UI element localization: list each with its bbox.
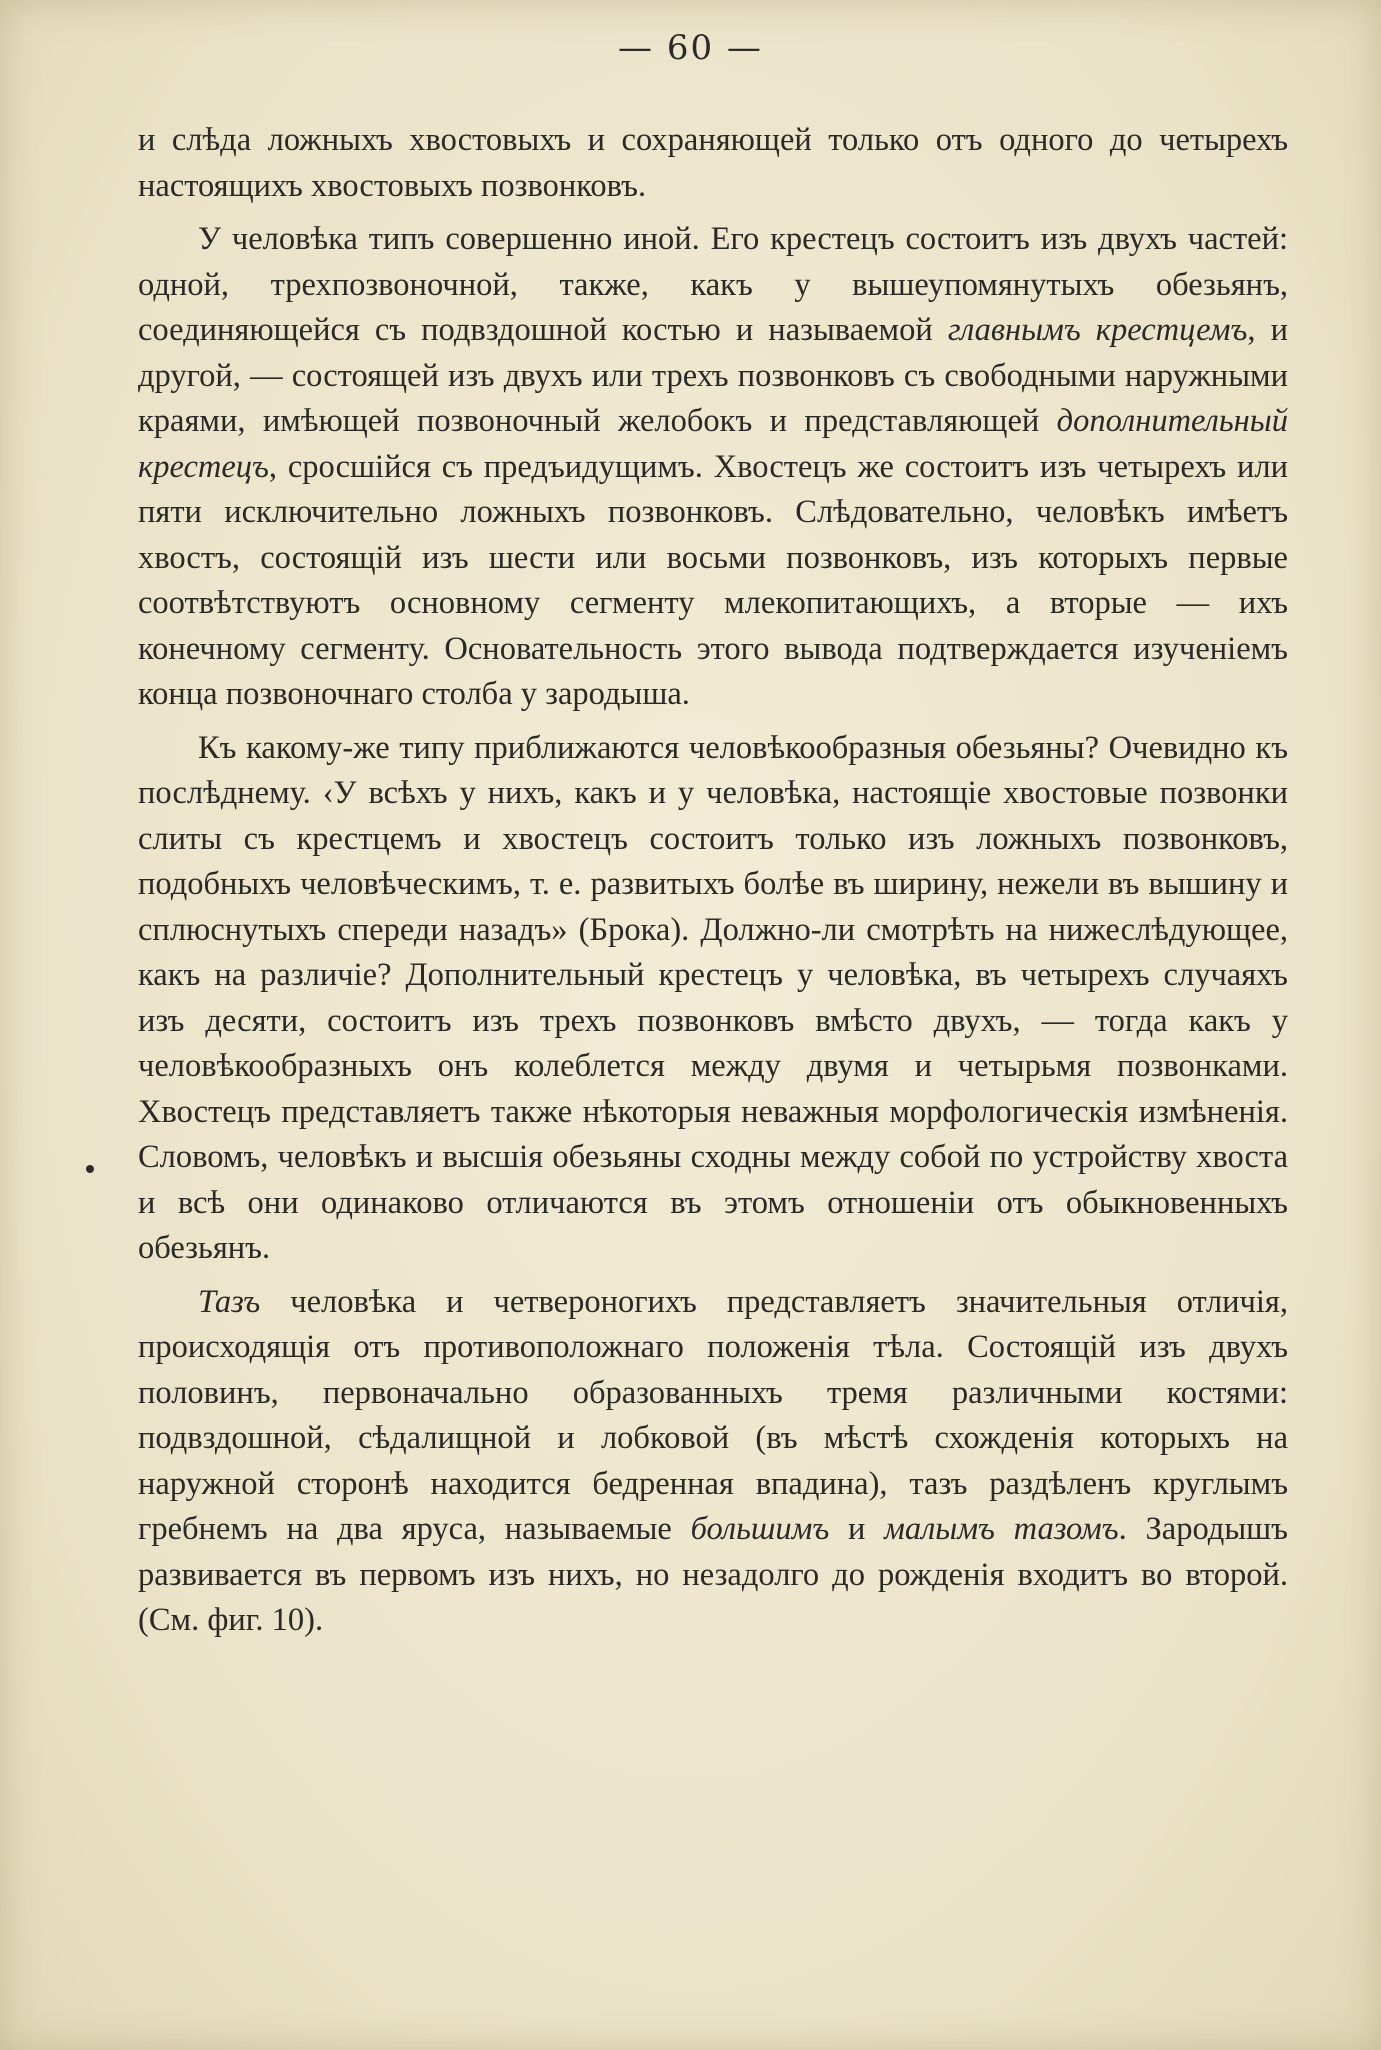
text-run: и [829, 1511, 885, 1547]
text-run: , и другой, — состоящей изъ двухъ или трехъ позвонковъ съ свободными наружными краями, имѣющей позвоночный желобокъ и представляющей [138, 312, 1288, 439]
print-speck [86, 1165, 94, 1173]
italic-term: большимъ [690, 1511, 830, 1547]
text-run: человѣка и четвероногихъ представляетъ значительныя отличія, происходящія отъ противоположнаго положенія тѣла. Состоящій изъ двухъ половинъ, первоначально образованныхъ тремя различными костями: подвздошной, сѣдалищной и лобковой (въ мѣстѣ схожденія которыхъ на наружной сторонѣ находится бедренная впадина), тазъ раздѣленъ круглымъ гребнемъ на два яруса, называемые [138, 1283, 1288, 1547]
italic-term: главнымъ крестцемъ [947, 312, 1248, 348]
text-run: У человѣка типъ совершенно иной. Его крестецъ состоитъ изъ двухъ частей: одной, трехпозвоночной, также, какъ у вышеупомянутыхъ обезьянъ, соединяющейся съ подвздошной костью и называемой [138, 221, 1288, 348]
text-run: и слѣда ложныхъ хвостовыхъ и сохраняющей только отъ одного до четырехъ настоящихъ хвостовыхъ позвонковъ. [138, 122, 1288, 204]
paragraph-anthropoid-apes [138, 726, 1288, 1272]
text-run: , сросшійся съ предъидущимъ. Хвостецъ же состоитъ изъ четырехъ или пяти исключительно ложныхъ позвонковъ. Слѣдовательно, человѣкъ имѣетъ хвостъ, состоящій изъ шести или восьми позвонковъ, изъ которыхъ первые соотвѣтствуютъ основному сегменту млекопитающихъ, а вторые — ихъ конечному сегменту. Основательность этого вывода подтверждается изученіемъ конца позвоночнаго столба у зародыша. [138, 448, 1288, 712]
body-text [138, 118, 1288, 1652]
paragraph-human-sacrum [138, 217, 1288, 718]
page-number: — 60 — [618, 28, 763, 68]
italic-term: малымъ тазомъ [884, 1511, 1119, 1547]
italic-term: Тазъ [198, 1283, 261, 1320]
italic-term: дополнительный крестецъ [138, 403, 1288, 485]
text-run: . Зародышъ развивается въ первомъ изъ нихъ, но незадолго до рожденія входитъ во второй. (См. фиг. 10). [138, 1511, 1288, 1638]
paragraph-pelvis [138, 1280, 1288, 1644]
paragraph-continuation [138, 118, 1288, 209]
text-run: Къ какому-же типу приближаются человѣкообразныя обезьяны? Очевидно къ послѣднему. ‹У всѣхъ у нихъ, какъ и у человѣка, настоящіе хвостовые позвонки слиты съ крестцемъ и хвостецъ состоитъ только изъ ложныхъ позвонковъ, подобныхъ человѣческимъ, т. е. развитыхъ болѣе въ ширину, нежели въ вышину и сплюснутыхъ спереди назадъ» (Брока). Должно-ли смотрѣть на нижеслѣдующее, какъ на различіе? Дополнительный крестецъ у человѣка, въ четырехъ случаяхъ изъ десяти, состоитъ изъ трехъ позвонковъ вмѣсто двухъ, — тогда какъ у человѣкообразныхъ онъ колеблется между двумя и четырьмя позвонками. Хвостецъ представляетъ также нѣкоторыя неважныя морфологическія измѣненія. Словомъ, человѣкъ и высшія обезьяны сходны между собой по устройству хвоста и всѣ они одинаково отличаются въ этомъ отношеніи отъ обыкновенныхъ обезьянъ. [138, 729, 1288, 1266]
